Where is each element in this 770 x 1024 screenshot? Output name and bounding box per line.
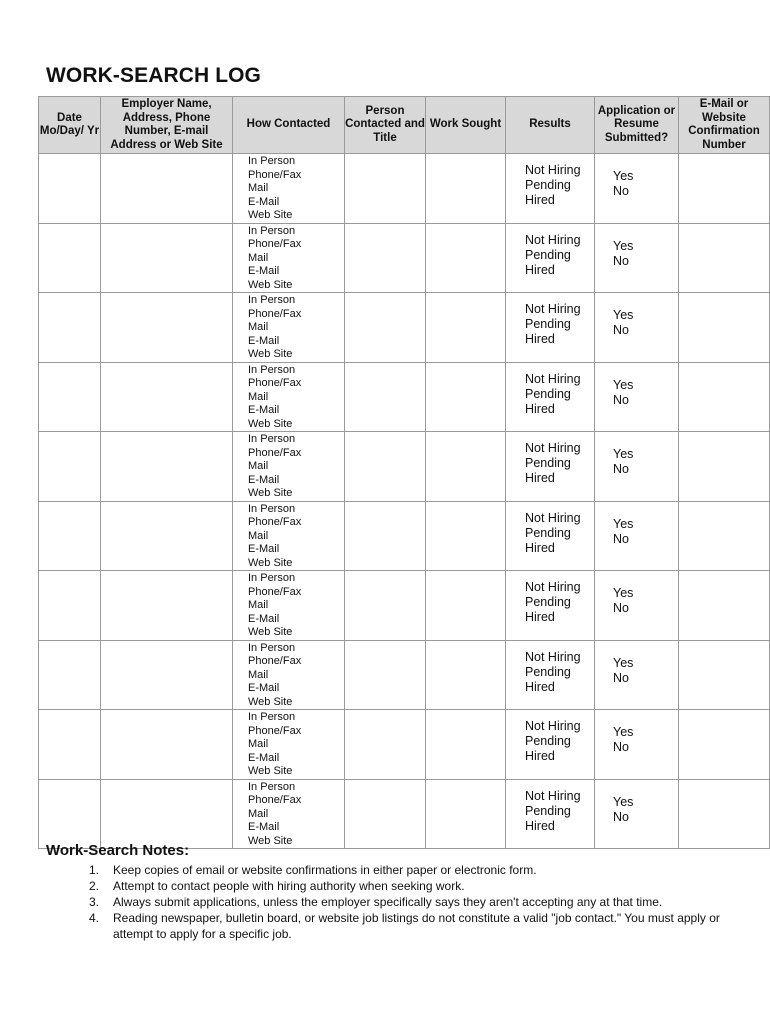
note-item	[89, 878, 749, 894]
how-contacted-cell[interactable]	[233, 432, 345, 502]
how-contacted-cell[interactable]	[233, 293, 345, 363]
results-option: Not Hiring	[525, 510, 581, 525]
results-cell[interactable]	[506, 362, 595, 432]
person-contacted-cell[interactable]	[345, 362, 426, 432]
results-options	[506, 571, 594, 625]
application-submitted-options	[595, 780, 678, 825]
confirmation-number-cell[interactable]	[679, 779, 770, 849]
how-contacted-option: Mail	[248, 251, 269, 264]
application-submitted-cell[interactable]	[595, 432, 679, 502]
application-submitted-option: No	[613, 323, 629, 337]
column-header-results: Results	[506, 97, 595, 154]
how-contacted-option: In Person	[248, 502, 296, 515]
how-contacted-option: Phone/Fax	[248, 377, 302, 389]
how-contacted-option: E-Mail	[248, 404, 280, 416]
employer-cell[interactable]	[101, 710, 233, 780]
application-submitted-option: Yes	[613, 655, 634, 670]
results-option: Pending	[525, 247, 571, 262]
confirmation-number-cell[interactable]	[679, 154, 770, 224]
table-row	[39, 362, 770, 432]
results-options	[506, 224, 594, 278]
how-contacted-cell[interactable]	[233, 501, 345, 571]
results-options	[506, 641, 594, 695]
note-number: 4.	[89, 911, 100, 925]
how-contacted-option: E-Mail	[248, 334, 280, 347]
how-contacted-cell[interactable]	[233, 571, 345, 641]
confirmation-number-cell[interactable]	[679, 362, 770, 432]
employer-cell[interactable]	[101, 640, 233, 710]
employer-cell[interactable]	[101, 293, 233, 363]
work-sought-cell[interactable]	[426, 154, 506, 224]
results-cell[interactable]	[506, 432, 595, 502]
how-contacted-option: Web Site	[248, 348, 293, 360]
work-sought-cell[interactable]	[426, 432, 506, 502]
how-contacted-option: Phone/Fax	[248, 168, 302, 181]
how-contacted-option: E-Mail	[248, 612, 280, 625]
table-row	[39, 640, 770, 710]
results-cell[interactable]	[506, 293, 595, 363]
table-row	[39, 223, 770, 293]
application-submitted-cell[interactable]	[595, 293, 679, 363]
confirmation-number-cell[interactable]	[679, 293, 770, 363]
how-contacted-option: Phone/Fax	[248, 307, 302, 320]
results-cell[interactable]	[506, 154, 595, 224]
note-text: Reading newspaper, bulletin board, or website job listings do not constitute a valid "job contact." You must apply or attempt to apply for a specific job.	[113, 911, 720, 941]
how-contacted-options	[233, 363, 344, 432]
application-submitted-option: No	[613, 809, 629, 824]
application-submitted-options	[595, 641, 678, 686]
column-header-person-contacted: Person Contacted and Title	[345, 97, 426, 154]
how-contacted-options	[233, 224, 344, 293]
column-header-date: Date Mo/Day/ Yr	[39, 97, 101, 154]
table-header-row	[39, 97, 770, 154]
work-sought-cell[interactable]	[426, 362, 506, 432]
results-option: Pending	[525, 803, 571, 818]
how-contacted-option: In Person	[248, 711, 296, 723]
note-text: Keep copies of email or website confirmations in either paper or electronic form.	[113, 863, 537, 877]
date-cell[interactable]	[39, 432, 101, 502]
employer-cell[interactable]	[101, 362, 233, 432]
how-contacted-options	[233, 571, 344, 640]
work-search-log-table	[38, 96, 770, 849]
results-options	[506, 363, 594, 417]
note-number: 2.	[89, 879, 100, 893]
results-option: Hired	[525, 332, 555, 346]
how-contacted-option: Web Site	[248, 417, 293, 430]
work-sought-cell[interactable]	[426, 223, 506, 293]
results-cell[interactable]	[506, 779, 595, 849]
how-contacted-cell[interactable]	[233, 640, 345, 710]
application-submitted-cell[interactable]	[595, 571, 679, 641]
application-submitted-option: Yes	[613, 308, 634, 322]
application-submitted-options	[595, 502, 678, 547]
column-header-confirmation-number: E-Mail or Website Confirmation Number	[679, 97, 770, 154]
application-submitted-option: No	[613, 253, 629, 268]
application-submitted-option: No	[613, 670, 629, 685]
application-submitted-cell[interactable]	[595, 154, 679, 224]
application-submitted-options	[595, 224, 678, 269]
how-contacted-option: Mail	[248, 390, 269, 403]
how-contacted-option: Phone/Fax	[248, 655, 302, 667]
how-contacted-option: E-Mail	[248, 821, 280, 833]
table-row	[39, 710, 770, 780]
results-cell[interactable]	[506, 571, 595, 641]
results-option: Not Hiring	[525, 371, 581, 386]
results-option: Not Hiring	[525, 163, 581, 177]
application-submitted-option: Yes	[613, 447, 634, 461]
application-submitted-option: No	[613, 531, 629, 546]
application-submitted-option: Yes	[613, 794, 634, 809]
application-submitted-cell[interactable]	[595, 362, 679, 432]
how-contacted-option: Web Site	[248, 278, 293, 291]
employer-cell[interactable]	[101, 223, 233, 293]
results-option: Pending	[525, 734, 571, 748]
application-submitted-cell[interactable]	[595, 501, 679, 571]
results-option: Not Hiring	[525, 302, 581, 316]
column-header-application-submitted: Application or Resume Submitted?	[595, 97, 679, 154]
confirmation-number-cell[interactable]	[679, 571, 770, 641]
results-option: Hired	[525, 262, 555, 277]
results-options	[506, 432, 594, 486]
date-cell[interactable]	[39, 571, 101, 641]
results-option: Pending	[525, 317, 571, 331]
work-sought-cell[interactable]	[426, 710, 506, 780]
how-contacted-option: In Person	[248, 433, 296, 445]
person-contacted-cell[interactable]	[345, 501, 426, 571]
how-contacted-option: Phone/Fax	[248, 794, 302, 806]
how-contacted-option: Mail	[248, 460, 269, 472]
work-sought-cell[interactable]	[426, 293, 506, 363]
column-header-how-contacted: How Contacted	[233, 97, 345, 154]
work-sought-cell[interactable]	[426, 779, 506, 849]
results-option: Hired	[525, 471, 555, 485]
note-text: Attempt to contact people with hiring authority when seeking work.	[113, 879, 465, 893]
how-contacted-option: Web Site	[248, 626, 293, 638]
employer-cell[interactable]	[101, 501, 233, 571]
how-contacted-option: Mail	[248, 738, 269, 750]
application-submitted-option: No	[613, 601, 629, 615]
application-submitted-option: Yes	[613, 725, 634, 739]
work-sought-cell[interactable]	[426, 501, 506, 571]
application-submitted-option: Yes	[613, 586, 634, 600]
application-submitted-option: No	[613, 392, 629, 407]
date-cell[interactable]	[39, 640, 101, 710]
person-contacted-cell[interactable]	[345, 640, 426, 710]
date-cell[interactable]	[39, 779, 101, 849]
results-options	[506, 780, 594, 834]
date-cell[interactable]	[39, 154, 101, 224]
column-header-work-sought: Work Sought	[426, 97, 506, 154]
how-contacted-option: Mail	[248, 182, 269, 194]
table-row	[39, 293, 770, 363]
person-contacted-cell[interactable]	[345, 571, 426, 641]
application-submitted-option: Yes	[613, 516, 634, 531]
person-contacted-cell[interactable]	[345, 432, 426, 502]
results-option: Hired	[525, 540, 555, 555]
confirmation-number-cell[interactable]	[679, 640, 770, 710]
application-submitted-cell[interactable]	[595, 640, 679, 710]
how-contacted-cell[interactable]	[233, 154, 345, 224]
results-option: Hired	[525, 193, 555, 207]
results-options	[506, 502, 594, 556]
how-contacted-option: In Person	[248, 572, 296, 584]
page-title: WORK-SEARCH LOG	[46, 64, 261, 87]
table-row	[39, 779, 770, 849]
results-option: Pending	[525, 456, 571, 470]
how-contacted-option: Web Site	[248, 834, 293, 847]
how-contacted-option: In Person	[248, 780, 296, 793]
how-contacted-option: Phone/Fax	[248, 724, 302, 737]
note-item	[89, 894, 749, 910]
application-submitted-option: Yes	[613, 238, 634, 253]
results-option: Not Hiring	[525, 649, 581, 664]
how-contacted-option: Mail	[248, 529, 269, 542]
application-submitted-options	[595, 363, 678, 408]
how-contacted-option: In Person	[248, 363, 296, 376]
date-cell[interactable]	[39, 710, 101, 780]
how-contacted-option: Phone/Fax	[248, 585, 302, 598]
application-submitted-options	[595, 432, 678, 477]
how-contacted-option: Mail	[248, 599, 269, 611]
table-row	[39, 501, 770, 571]
application-submitted-options	[595, 710, 678, 755]
table-row	[39, 154, 770, 224]
how-contacted-option: In Person	[248, 294, 296, 306]
results-option: Pending	[525, 525, 571, 540]
how-contacted-options	[233, 154, 344, 223]
how-contacted-option: Web Site	[248, 487, 293, 499]
application-submitted-option: Yes	[613, 169, 634, 183]
how-contacted-option: E-Mail	[248, 265, 280, 277]
results-option: Not Hiring	[525, 232, 581, 247]
how-contacted-option: E-Mail	[248, 682, 280, 694]
employer-cell[interactable]	[101, 432, 233, 502]
how-contacted-options	[233, 502, 344, 571]
how-contacted-option: E-Mail	[248, 473, 280, 486]
how-contacted-option: Web Site	[248, 556, 293, 569]
employer-cell[interactable]	[101, 779, 233, 849]
application-submitted-cell[interactable]	[595, 710, 679, 780]
application-submitted-options	[595, 571, 678, 616]
column-header-employer: Employer Name, Address, Phone Number, E-mail Address or Web Site	[101, 97, 233, 154]
results-option: Pending	[525, 595, 571, 609]
date-cell[interactable]	[39, 501, 101, 571]
results-option: Not Hiring	[525, 788, 581, 803]
how-contacted-option: E-Mail	[248, 751, 280, 764]
how-contacted-option: In Person	[248, 224, 296, 237]
application-submitted-option: No	[613, 462, 629, 476]
how-contacted-option: E-Mail	[248, 543, 280, 555]
how-contacted-cell[interactable]	[233, 362, 345, 432]
note-item	[89, 910, 749, 942]
results-option: Not Hiring	[525, 441, 581, 455]
how-contacted-option: Phone/Fax	[248, 238, 302, 250]
table-row	[39, 432, 770, 502]
results-options	[506, 154, 594, 208]
confirmation-number-cell[interactable]	[679, 501, 770, 571]
date-cell[interactable]	[39, 362, 101, 432]
how-contacted-option: Mail	[248, 807, 269, 820]
results-option: Hired	[525, 818, 555, 833]
how-contacted-option: Web Site	[248, 209, 293, 221]
how-contacted-option: Phone/Fax	[248, 516, 302, 528]
how-contacted-option: Mail	[248, 668, 269, 681]
application-submitted-option: No	[613, 740, 629, 754]
how-contacted-cell[interactable]	[233, 779, 345, 849]
note-number: 3.	[89, 895, 100, 909]
work-sought-cell[interactable]	[426, 571, 506, 641]
notes-title: Work-Search Notes:	[46, 842, 190, 859]
how-contacted-cell[interactable]	[233, 223, 345, 293]
person-contacted-cell[interactable]	[345, 154, 426, 224]
results-option: Hired	[525, 610, 555, 624]
employer-cell[interactable]	[101, 154, 233, 224]
results-cell[interactable]	[506, 640, 595, 710]
how-contacted-option: Web Site	[248, 695, 293, 708]
results-option: Hired	[525, 401, 555, 416]
application-submitted-cell[interactable]	[595, 223, 679, 293]
how-contacted-option: Phone/Fax	[248, 446, 302, 459]
table-body	[39, 154, 770, 849]
table-row	[39, 571, 770, 641]
confirmation-number-cell[interactable]	[679, 432, 770, 502]
work-sought-cell[interactable]	[426, 640, 506, 710]
how-contacted-options	[233, 780, 344, 849]
results-option: Pending	[525, 386, 571, 401]
results-option: Not Hiring	[525, 580, 581, 594]
note-item	[89, 862, 749, 878]
how-contacted-option: Mail	[248, 321, 269, 333]
how-contacted-option: In Person	[248, 641, 296, 654]
notes-list	[89, 862, 749, 942]
how-contacted-option: E-Mail	[248, 195, 280, 208]
person-contacted-cell[interactable]	[345, 223, 426, 293]
confirmation-number-cell[interactable]	[679, 223, 770, 293]
how-contacted-options	[233, 710, 344, 779]
results-option: Pending	[525, 178, 571, 192]
confirmation-number-cell[interactable]	[679, 710, 770, 780]
person-contacted-cell[interactable]	[345, 779, 426, 849]
application-submitted-option: Yes	[613, 377, 634, 392]
person-contacted-cell[interactable]	[345, 293, 426, 363]
results-cell[interactable]	[506, 501, 595, 571]
how-contacted-options	[233, 293, 344, 362]
date-cell[interactable]	[39, 293, 101, 363]
results-option: Not Hiring	[525, 719, 581, 733]
person-contacted-cell[interactable]	[345, 710, 426, 780]
application-submitted-options	[595, 293, 678, 338]
results-cell[interactable]	[506, 710, 595, 780]
how-contacted-cell[interactable]	[233, 710, 345, 780]
note-number: 1.	[89, 863, 100, 877]
results-cell[interactable]	[506, 223, 595, 293]
results-option: Hired	[525, 679, 555, 694]
how-contacted-options	[233, 641, 344, 710]
application-submitted-cell[interactable]	[595, 779, 679, 849]
note-text: Always submit applications, unless the employer specifically says they aren't accepting any at that time.	[113, 895, 663, 909]
results-option: Pending	[525, 664, 571, 679]
application-submitted-options	[595, 154, 678, 199]
application-submitted-option: No	[613, 184, 629, 198]
how-contacted-option: Web Site	[248, 765, 293, 777]
results-options	[506, 293, 594, 347]
how-contacted-option: In Person	[248, 155, 296, 167]
results-option: Hired	[525, 749, 555, 763]
results-options	[506, 710, 594, 764]
date-cell[interactable]	[39, 223, 101, 293]
employer-cell[interactable]	[101, 571, 233, 641]
how-contacted-options	[233, 432, 344, 501]
